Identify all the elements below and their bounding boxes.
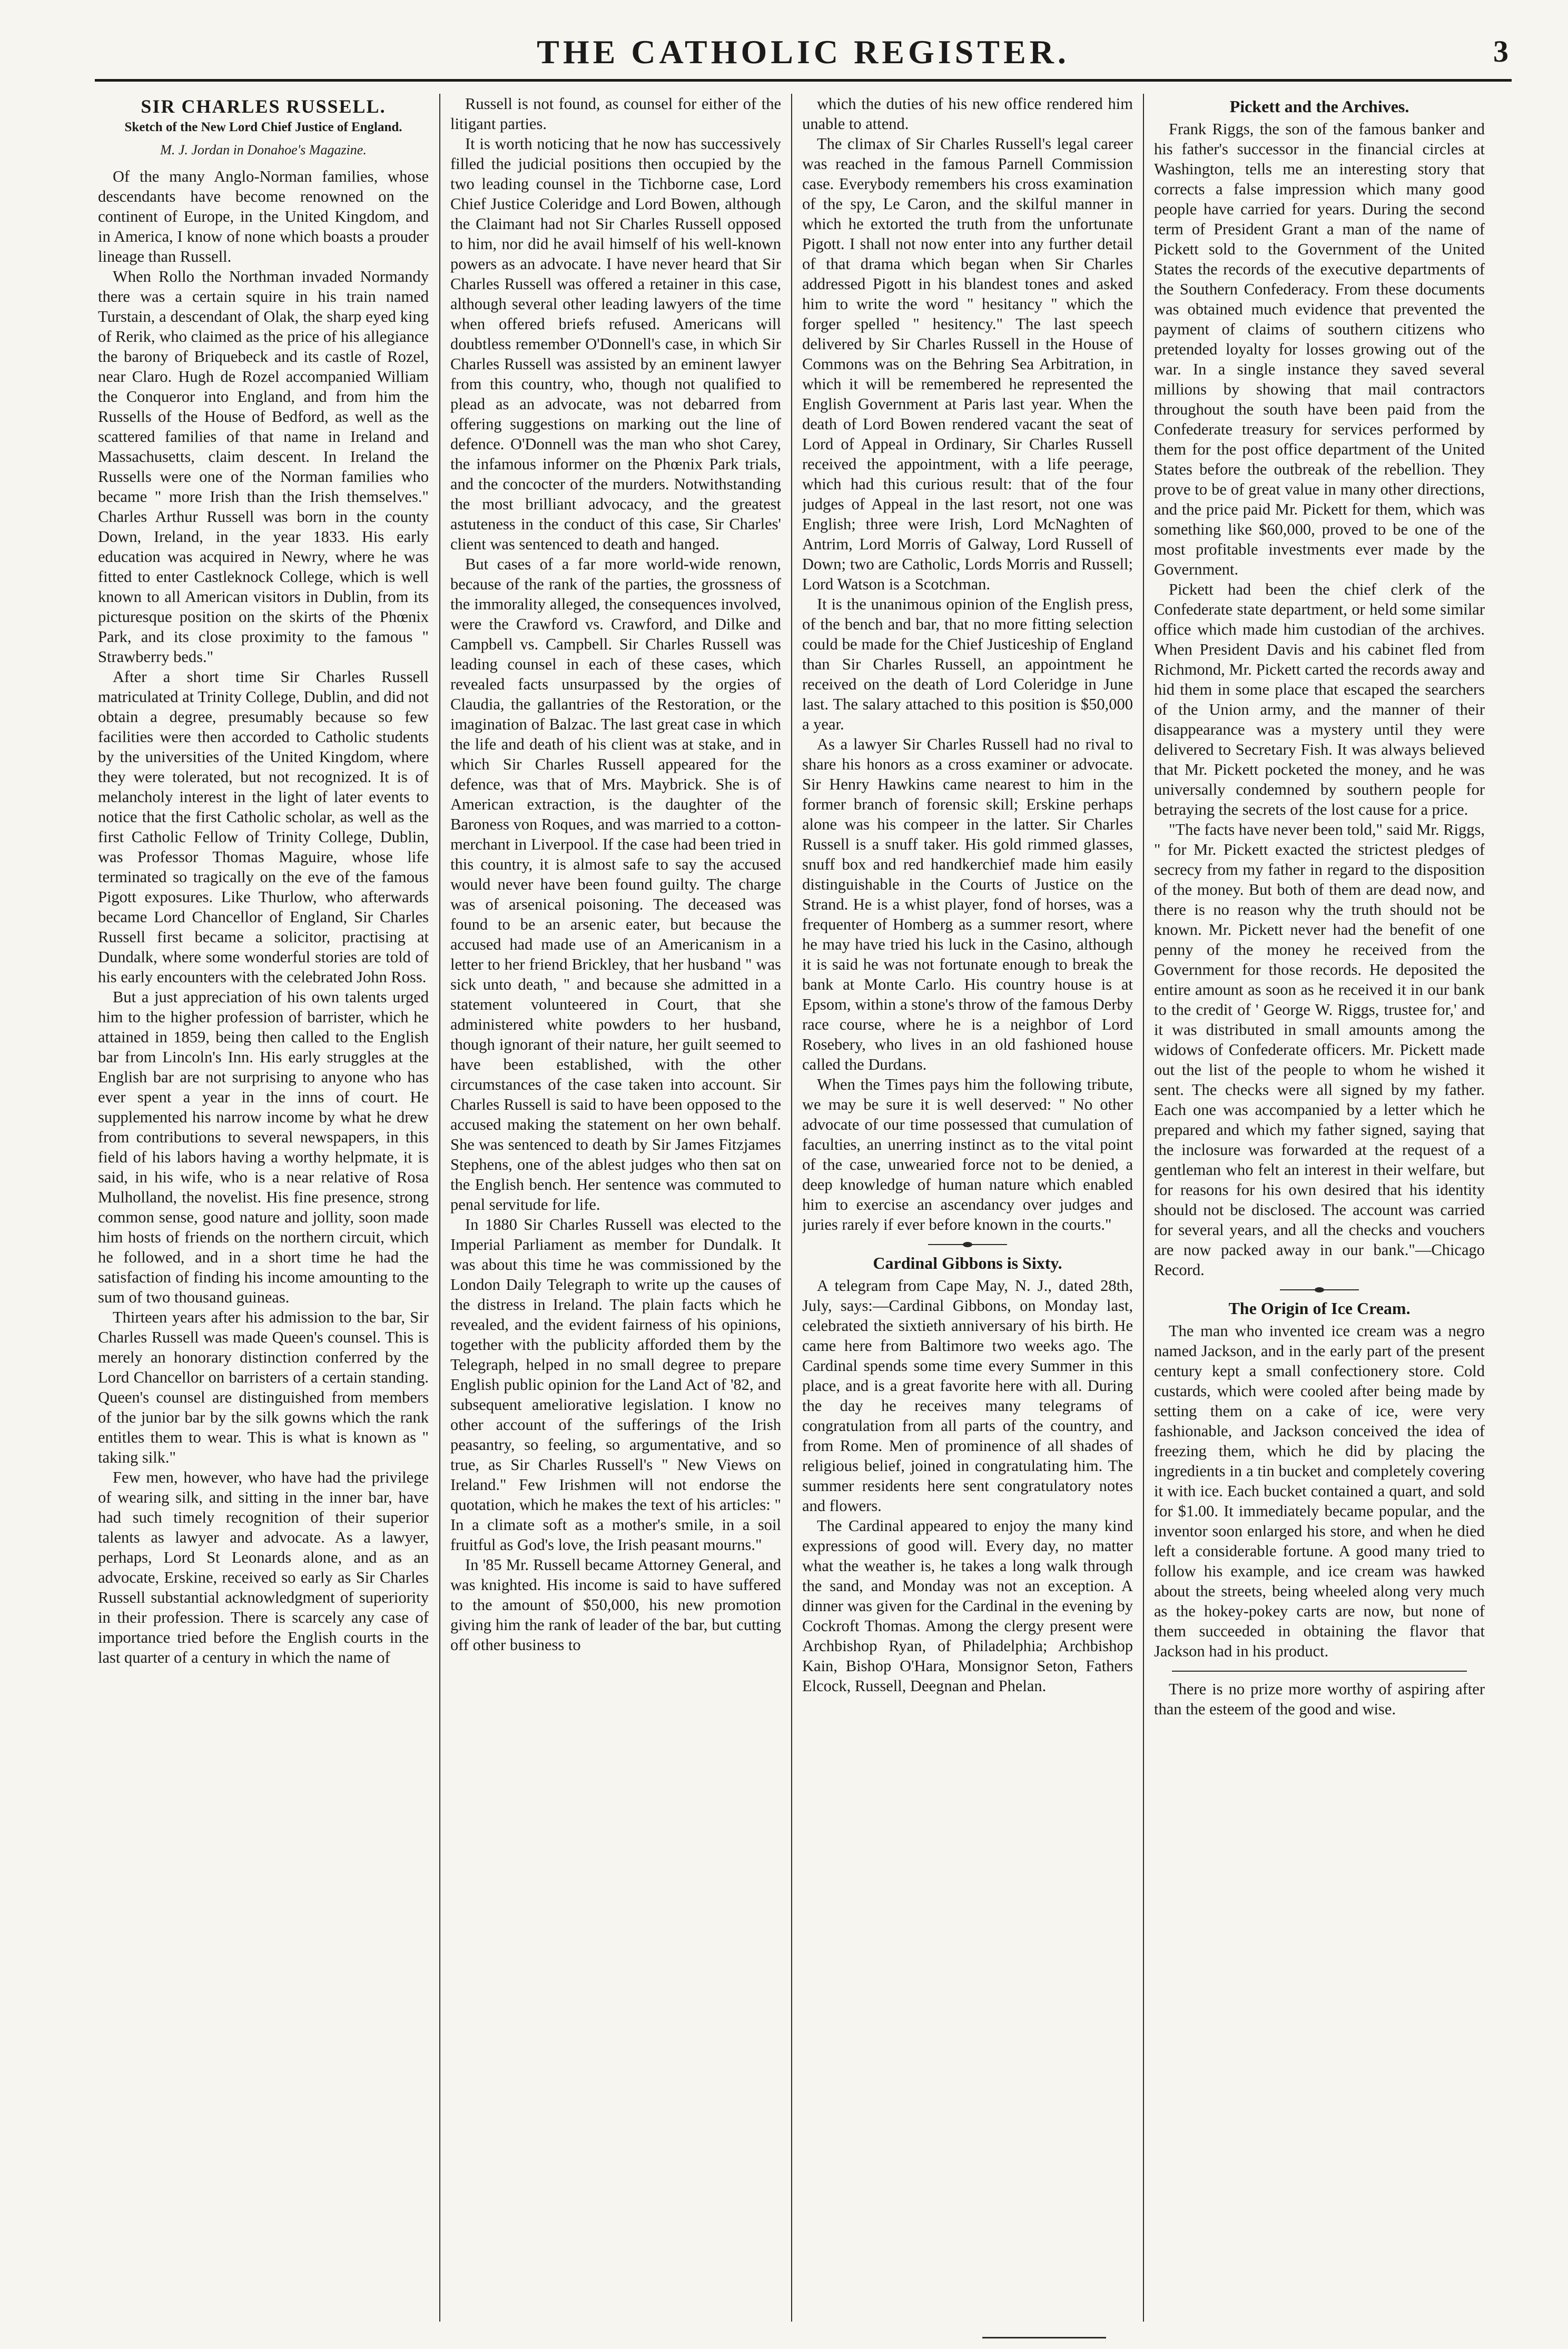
paragraph: Few men, however, who have had the privilege of wearing silk, and sitting in the inner bar, have had such timely recognition of their superior talents as lawyer and advocate. As a lawyer, perhaps, Lord St Leonards alone, and as an advocate, Erskine, received so early as Sir Charles Russell substantial acknowledgment of superiority in their profession. There is scarcely any case of importance tried before the English courts in the last quarter of a century in which the name of [98, 1468, 429, 1666]
masthead [95, 9, 1512, 78]
paragraph: There is no prize more worthy of aspiring after than the esteem of the good and wise. [1154, 1680, 1485, 1718]
column-1 [98, 94, 429, 2322]
article-headline: Cardinal Gibbons is Sixty. [873, 1254, 1062, 1272]
section-separator [928, 1244, 1007, 1245]
paragraph: Of the many Anglo-Norman families, whose descendants have become renowned on the continent of Europe, in the United Kingdom, and in America, I know of none which boasts a prouder lineage than Russell. [98, 167, 429, 265]
masthead-title: THE CATHOLIC REGISTER. [537, 33, 1070, 71]
paragraph: But a just appreciation of his own talents urged him to the higher profession of barrister, which he attained in 1859, being then called to the English bar from Lincoln's Inn. His early struggles at the English bar are not surprising to anyone who has ever spent a year in the inns of court. He supplemented his narrow income by what he drew from contributions to several newspapers, in this field of his labors having a worthy helpmate, it is said, in his wife, who is a near relative of Rosa Mulholland, the novelist. His fine presence, strong common sense, good nature and jollity, soon made him hosts of friends on the northern circuit, which he followed, and in a short time he had the satisfaction of finding his income amounting to the sum of two thousand guineas. [98, 988, 429, 1306]
paragraph: Thirteen years after his admission to the bar, Sir Charles Russell was made Queen's counsel. This is merely an honorary distinction conferred by the Lord Chancellor on barristers of a certain standing. Queen's counsel are distinguished from members of the junior bar by the silk gowns which the rank entitles them to wear. This is what is known as " taking silk." [98, 1308, 429, 1466]
paragraph: "The facts have never been told," said Mr. Riggs, " for Mr. Pickett exacted the strictest pledges of secrecy from my father in regard to the disposition of the money. But both of them are dead now, and there is no reason why the truth should not be known. Mr. Pickett never had the benefit of one penny of the money he received from the Government for those records. He deposited the entire amount as soon as he received it in our bank to the credit of ' George W. Riggs, trustee for,' and it was distributed in small amounts among the widows of Confederate officers. Mr. Pickett made out the list of the people to whom he wished it sent. The checks were all signed by my father. Each one was accompanied by a letter which he prepared and which my father signed, saying that the inclosure was forwarded at the request of a gentleman who felt an interest in their welfare, but for reasons for his own desired that his identity should not be disclosed. The account was carried for several years, and all the checks and vouchers are now packed away in our bank."—Chicago Record. [1154, 821, 1485, 1279]
paragraph: But cases of a far more world-wide renown, because of the rank of the parties, the grossness of the immorality alleged, the consequences involved, were the Crawford vs. Crawford, and Dilke and Campbell vs. Campbell. Sir Charles Russell was leading counsel in each of these cases, which revealed facts unsurpassed by the orgies of Claudia, the gallantries of the Restoration, or the imagination of Balzac. The last great case in which the life and death of his client was at stake, and in which Sir Charles Russell appeared for the defence, was that of Mrs. Maybrick. She is of American extraction, is the daughter of the Baroness von Roques, and was married to a cotton-merchant in Liverpool. If the case had been tried in this country, it is almost safe to say the accused would never have been found guilty. The charge was of arsenical poisoning. The deceased was found to be an arsenic eater, but because the accused had made use of an Americanism in a letter to her friend Brickley, that her husband " was sick unto death, " and because she admitted in a statement volunteered in Court, that she administered white powders to her husband, though ignorant of their nature, her guilt seemed to have been established, with the other circumstances of the case taken into account. Sir Charles Russell is said to have been opposed to the accused making the statement on her own behalf. She was sentenced to death by Sir James Fitzjames Stephens, one of the ablest judges who then sat on the English bench. Her sentence was commuted to penal servitude for life. [450, 555, 781, 1213]
article-headline: Pickett and the Archives. [1229, 97, 1409, 116]
section-separator [1280, 1289, 1359, 1290]
masthead-rule [95, 79, 1512, 82]
paragraph: Pickett had been the chief clerk of the Confederate state department, or held some similar office which made him custodian of the archives. When President Davis and his cabinet fled from Richmond, Mr. Pickett carted the records away and hid them in some place that escaped the searchers of the Union army, and the manner of their disappearance was a mystery until they were delivered to Secretary Fish. It was always believed that Mr. Pickett pocketed the money, and he was universally condemned by southern people for betraying the secrets of the lost cause for a price. [1154, 580, 1485, 818]
column-rule [791, 94, 792, 2322]
paragraph: which the duties of his new office rendered him unable to attend. [802, 95, 1133, 133]
column-3 [802, 94, 1133, 2322]
article-byline: M. J. Jordan in Donahoe's Magazine. [160, 142, 367, 157]
article-headline: SIR CHARLES RUSSELL. [141, 96, 386, 117]
column-2 [450, 94, 781, 2322]
article-headline: The Origin of Ice Cream. [1228, 1299, 1411, 1318]
page-number: 3 [1493, 34, 1508, 68]
article-subhead: Sketch of the New Lord Chief Justice of England. [124, 120, 402, 134]
paragraph: It is the unanimous opinion of the English press, of the bench and bar, that no more fitting selection could be made for the Chief Justiceship of England than Sir Charles Russell, an appointment he received on the death of Lord Coleridge in June last. The salary attached to this position is $50,000 a year. [802, 595, 1133, 733]
paragraph: A telegram from Cape May, N. J., dated 28th, July, says:—Cardinal Gibbons, on Monday last, celebrated the sixtieth anniversary of his birth. He came here from Baltimore two weeks ago. The Cardinal spends some time every Summer in this place, and is a great favorite here with all. During the day he receives many telegrams of congratulation from all parts of the country, and from Rome. Men of prominence of all shades of religious belief, joined in congratulating him. The summer residents here sent congratulatory notes and flowers. [802, 1277, 1133, 1515]
paragraph: In 1880 Sir Charles Russell was elected to the Imperial Parliament as member for Dundalk. It was about this time he was commissioned by the London Daily Telegraph to write up the causes of the distress in Ireland. The plain facts which he revealed, and the evident fairness of his opinions, together with the publicity afforded them by the Telegraph, helped in no small degree to prepare English public opinion for the Land Act of '82, and subsequent ameliorative legislation. I know no other account of the sufferings of the Irish peasantry, so feeling, so argumentative, and so true, as Sir Charles Russell's " New Views on Ireland." Few Irishmen will not endorse the quotation, which he makes the text of his articles: " In a climate soft as a mother's smile, in a soil fruitful as God's love, the Irish peasant mourns." [450, 1216, 781, 1554]
paragraph: Frank Riggs, the son of the famous banker and his father's successor in the financial circles at Washington, tells me an interesting story that corrects a false impression which many good people have carried for years. During the second term of President Grant a man of the name of Pickett sold to the Government of the United States the records of the executive departments of the Southern Confederacy. From these documents was obtained much evidence that prevented the payment of claims of southern citizens who pretended loyalty for losses growing out of the war. In a single instance they saved several millions by showing that mail contractors throughout the south have been paid from the Confederate treasury for services performed by them for the post office department of the United States before the outbreak of the rebellion. They prove to be of great value in many other directions, and the price paid Mr. Pickett for them, which was something like $60,000, proved to be one of the most profitable investments ever made by the Government. [1154, 120, 1485, 578]
column-4 [1154, 94, 1485, 2322]
paragraph: After a short time Sir Charles Russell matriculated at Trinity College, Dublin, and did not obtain a degree, presumably because so few facilities were then accorded to Catholic students by the universities of the United Kingdom, where they were tolerated, but not recognized. It is of melancholy interest in the light of later events to notice that the first Catholic scholar, as well as the first Catholic Fellow of Trinity College, Dublin, was Professor Thomas Maguire, whose life terminated so tragically on the eve of the famous Pigott exposures. Like Thurlow, who afterwards became Lord Chancellor of England, Sir Charles Russell first became a solicitor, practising at Dundalk, where some wonderful stories are told of his early encounters with the celebrated John Ross. [98, 668, 429, 986]
paragraph: When Rollo the Northman invaded Normandy there was a certain squire in his train named Turstain, a descendant of Olak, the sharp eyed king of Rerik, who claimed as the price of his allegiance the barony of Briquebeck and its castle of Rozel, near Claro. Hugh de Rozel accompanied William the Conqueror into England, and from him the Russells of the House of Bedford, as well as the scattered families of that name in Ireland and Massachusetts, claim descent. In Ireland the Russells were one of the Norman families who became " more Irish than the Irish themselves." Charles Arthur Russell was born in the county Down, Ireland, in the year 1833. His early education was acquired in Newry, where he was fitted to enter Castleknock College, which is well known to all American visitors in Dublin, from its picturesque position on the skirts of the Phœnix Park, and its close proximity to the famous " Strawberry beds." [98, 268, 429, 666]
paragraph: In '85 Mr. Russell became Attorney General, and was knighted. His income is said to have suffered to the amount of $50,000, his new promotion giving him the rank of leader of the bar, but cutting off other business to [450, 1556, 781, 1654]
column-rule [439, 94, 440, 2322]
column-rule [1143, 94, 1144, 2322]
section-separator [1172, 1671, 1467, 1672]
paragraph: It is worth noticing that he now has successively filled the judicial positions then occupied by the two leading counsel in the Tichborne case, Lord Chief Justice Coleridge and Lord Bowen, although the Claimant had not Sir Charles Russell opposed to him, nor did he avail himself of his well-known powers as an advocate. I have never heard that Sir Charles Russell was offered a retainer in this case, although several other leading lawyers of the time when offered briefs refused. Americans will doubtless remember O'Donnell's case, in which Sir Charles Russell was assisted by an eminent lawyer from this country, who, though not qualified to plead as an advocate, was not debarred from offering suggestions on marking out the line of defence. O'Donnell was the man who shot Carey, the infamous informer on the Phœnix Park trials, and the concocter of the murders. Notwithstanding the most brilliant advocacy, and the greatest astuteness in the conduct of this case, Sir Charles' client was sentenced to death and hanged. [450, 135, 781, 553]
footer-rule [982, 2337, 1106, 2338]
paragraph: As a lawyer Sir Charles Russell had no rival to share his honors as a cross examiner or advocate. Sir Henry Hawkins came nearest to him in the former branch of forensic skill; Erskine perhaps alone was his compeer in the latter. Sir Charles Russell is a snuff taker. His gold rimmed glasses, snuff box and red handkerchief made him easily distinguishable in the Courts of Justice on the Strand. He is a whist player, fond of horses, was a frequenter of Homberg as a summer resort, where he may have tried his luck in the Casino, although it is said he was not fortunate enough to break the bank at Monte Carlo. His country house is at Epsom, within a stone's throw of the famous Derby race course, where he is a neighbor of Lord Rosebery, who lives in an old fashioned house called the Durdans. [802, 735, 1133, 1073]
paragraph: The man who invented ice cream was a negro named Jackson, and in the early part of the present century kept a small confectionery store. Cold custards, which were cooled after being made by setting them on a cake of ice, were very fashionable, and Jackson conceived the idea of freezing them, which he did by placing the ingredients in a tin bucket and completely covering it with ice. Each bucket contained a quart, and sold for $1.00. It immediately became popular, and the inventor soon enlarged his store, and when he died left a considerable fortune. A good many tried to follow his example, and ice cream was hawked about the streets, being wheeled along very much as the hokey-pokey carts are now, but none of them succeeded in obtaining the flavor that Jackson had in his product. [1154, 1322, 1485, 1660]
paragraph: The Cardinal appeared to enjoy the many kind expressions of good will. Every day, no matter what the weather is, he takes a long walk through the sand, and Monday was not an exception. A dinner was given for the Cardinal in the evening by Cockroft Thomas. Among the clergy present were Archbishop Ryan, of Philadelphia; Archbishop Kain, Bishop O'Hara, Monsignor Seton, Fathers Elcock, Russell, Deegnan and Phelan. [802, 1517, 1133, 1695]
paragraph: Russell is not found, as counsel for either of the litigant parties. [450, 95, 781, 133]
paragraph: The climax of Sir Charles Russell's legal career was reached in the famous Parnell Commission case. Everybody remembers his cross examination of the spy, Le Caron, and the skilful manner in which he extorted the truth from the unfortunate Pigott. I shall not now enter into any further detail of that drama which began when Sir Charles addressed Pigott in his blandest tones and asked him to write the word " hesitancy " which the forger spelled " hesitency." The last speech delivered by Sir Charles Russell in the House of Commons was on the Behring Sea Arbitration, in which it will be remembered he represented the English Government at Paris last year. When the death of Lord Bowen rendered vacant the seat of Lord of Appeal in Ordinary, Sir Charles Russell received the appointment, with a life peerage, which had this curious result: that of the four judges of Appeal in the last resort, not one was English; three were Irish, Lord McNaghten of Antrim, Lord Morris of Galway, Lord Russell of Down; two are Catholic, Lords Morris and Russell; Lord Watson is a Scotchman. [802, 135, 1133, 593]
paragraph: When the Times pays him the following tribute, we may be sure it is well deserved: " No other advocate of our time possessed that cumulation of faculties, an unerring instinct as to the vital point of the case, unwearied force not to be denied, a deep knowledge of human nature which enabled him to exercise an ascendancy over judges and juries rarely if ever before known in the courts." [802, 1075, 1133, 1233]
